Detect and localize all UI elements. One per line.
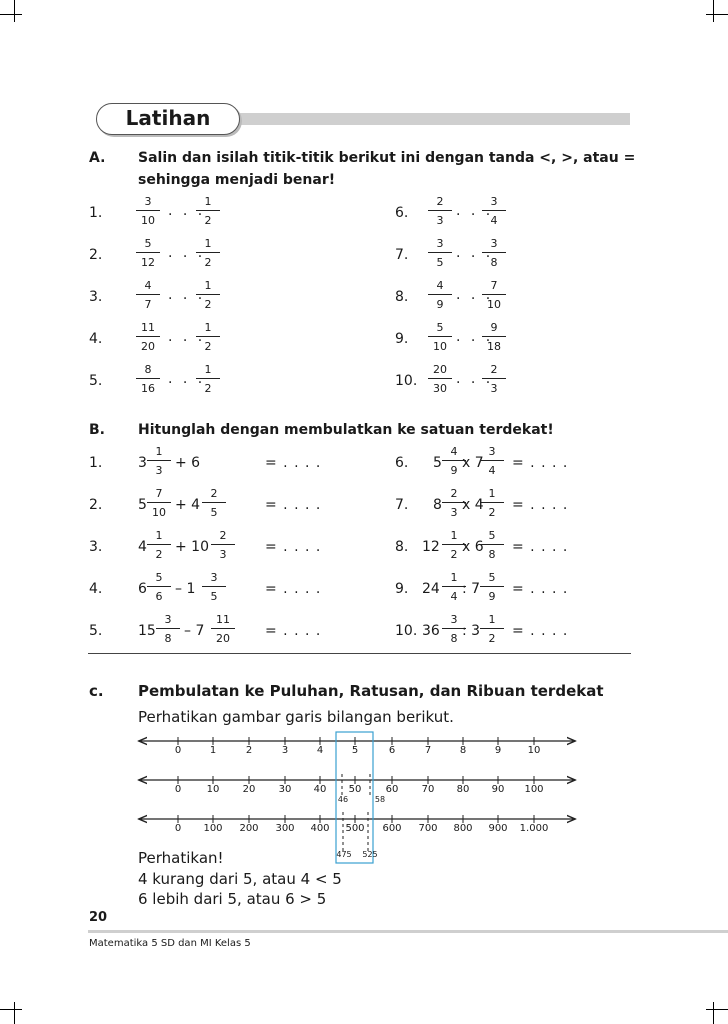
numerator: 4	[428, 279, 452, 295]
numerator: 3	[136, 195, 160, 211]
numerator: 5	[480, 571, 504, 587]
blank-dots: . . .	[168, 329, 206, 345]
whole-number: 8	[433, 497, 442, 513]
item-number: 5.	[89, 623, 103, 639]
item-number: 3.	[89, 289, 103, 305]
denominator: 4	[490, 214, 498, 227]
hundreds-tick-label: 200	[239, 823, 259, 834]
answer-blank: = . . . .	[265, 623, 322, 639]
number-line-hundreds	[140, 815, 574, 823]
units-tick-label: 7	[424, 745, 432, 756]
denominator: 8	[488, 548, 496, 561]
whole-number: 4	[138, 539, 147, 555]
item-number: 7.	[395, 497, 409, 513]
numerator: 5	[147, 571, 171, 587]
section-c-title: Pembulatan ke Puluhan, Ratusan, dan Ribuan terdekat	[138, 682, 604, 700]
blank-dots: . . .	[456, 203, 494, 219]
mark-label-46: 46	[337, 795, 349, 804]
denominator: 20	[141, 340, 155, 353]
units-tick-label: 1	[209, 745, 217, 756]
denominator: 3	[436, 214, 444, 227]
numerator: 2	[442, 487, 466, 503]
item-number: 10.	[395, 373, 418, 389]
mark-label-58: 58	[374, 795, 386, 804]
denominator: 2	[204, 256, 212, 269]
units-tick-label: 10	[527, 745, 541, 756]
numerator: 1	[147, 445, 171, 461]
whole-number: 5	[138, 497, 147, 513]
numerator: 3	[480, 445, 504, 461]
denominator: 8	[490, 256, 498, 269]
answer-blank: = . . . .	[512, 623, 569, 639]
tens-tick-label: 80	[456, 784, 470, 795]
numerator: 20	[428, 363, 452, 379]
blank-dots: . . .	[456, 245, 494, 261]
operator: : 7	[462, 581, 481, 597]
denominator: 2	[450, 548, 458, 561]
operator: + 10	[175, 539, 209, 555]
item-number: 4.	[89, 581, 103, 597]
item-number: 2.	[89, 247, 103, 263]
mark-label-525: 525	[362, 850, 378, 859]
section-c-intro: Perhatikan gambar garis bilangan berikut.	[138, 708, 454, 726]
tens-tick-label: 10	[206, 784, 220, 795]
blank-dots: . . .	[456, 287, 494, 303]
answer-blank: = . . . .	[512, 539, 569, 555]
denominator: 9	[436, 298, 444, 311]
answer-blank: = . . . .	[265, 539, 322, 555]
blank-dots: . . .	[456, 371, 494, 387]
number-line-units	[140, 737, 574, 745]
numerator: 3	[202, 571, 226, 587]
units-tick-label: 0	[174, 745, 182, 756]
numerator: 2	[428, 195, 452, 211]
numerator: 3	[482, 195, 506, 211]
denominator: 9	[450, 464, 458, 477]
denominator: 5	[210, 506, 218, 519]
blank-dots: . . .	[168, 203, 206, 219]
numerator: 1	[480, 487, 504, 503]
denominator: 10	[152, 506, 166, 519]
whole-number: 12	[422, 539, 440, 555]
item-number: 6.	[395, 205, 409, 221]
whole-number: 5	[433, 455, 442, 471]
whole-number: 36	[422, 623, 440, 639]
whole-number: 6	[138, 581, 147, 597]
footer-bar	[88, 930, 728, 933]
numerator: 3	[156, 613, 180, 629]
denominator: 2	[155, 548, 163, 561]
blank-dots: . . .	[168, 371, 206, 387]
hundreds-tick-label: 900	[488, 823, 508, 834]
operator: x 4	[462, 497, 484, 513]
units-tick-label: 3	[281, 745, 289, 756]
denominator: 8	[164, 632, 172, 645]
item-number: 8.	[395, 289, 409, 305]
units-tick-label: 4	[316, 745, 324, 756]
item-number: 7.	[395, 247, 409, 263]
numerator: 1	[196, 237, 220, 253]
denominator: 10	[141, 214, 155, 227]
item-number: 1.	[89, 205, 103, 221]
numerator: 11	[136, 321, 160, 337]
note-line-2: 6 lebih dari 5, atau 6 > 5	[138, 890, 327, 908]
numerator: 1	[196, 363, 220, 379]
operator: x 6	[462, 539, 484, 555]
tens-tick-label: 50	[348, 784, 362, 795]
denominator: 2	[488, 506, 496, 519]
answer-blank: = . . . .	[265, 497, 322, 513]
section-b-letter: B.	[89, 422, 105, 438]
denominator: 8	[450, 632, 458, 645]
numerator: 4	[136, 279, 160, 295]
denominator: 2	[488, 632, 496, 645]
item-number: 6.	[395, 455, 409, 471]
whole-number: 15	[138, 623, 156, 639]
denominator: 3	[450, 506, 458, 519]
denominator: 6	[155, 590, 163, 603]
tens-tick-label: 70	[421, 784, 435, 795]
numerator: 1	[196, 321, 220, 337]
numerator: 9	[482, 321, 506, 337]
operator: – 1	[175, 581, 196, 597]
tens-tick-label: 0	[174, 784, 182, 795]
numerator: 2	[482, 363, 506, 379]
hundreds-tick-label: 0	[174, 823, 182, 834]
numerator: 1	[196, 195, 220, 211]
book-title: Matematika 5 SD dan MI Kelas 5	[89, 938, 251, 949]
denominator: 12	[141, 256, 155, 269]
item-number: 3.	[89, 539, 103, 555]
item-number: 10.	[395, 623, 418, 639]
operator: – 7	[184, 623, 205, 639]
blank-dots: . . .	[456, 329, 494, 345]
denominator: 5	[436, 256, 444, 269]
page-number: 20	[89, 910, 108, 925]
hundreds-tick-label: 800	[453, 823, 473, 834]
denominator: 2	[204, 382, 212, 395]
tens-tick-label: 60	[385, 784, 399, 795]
numerator: 1	[442, 571, 466, 587]
denominator: 4	[450, 590, 458, 603]
tens-tick-label: 40	[313, 784, 327, 795]
hundreds-tick-label: 700	[418, 823, 438, 834]
mark-label-475: 475	[336, 850, 352, 859]
denominator: 5	[210, 590, 218, 603]
numerator: 2	[202, 487, 226, 503]
section-b-instruction: Hitunglah dengan membulatkan ke satuan terdekat!	[138, 422, 554, 438]
hundreds-tick-label: 1.000	[519, 823, 549, 834]
denominator: 20	[216, 632, 230, 645]
numerator: 11	[211, 613, 235, 629]
answer-blank: = . . . .	[512, 497, 569, 513]
numerator: 2	[211, 529, 235, 545]
answer-blank: = . . . .	[512, 581, 569, 597]
item-number: 5.	[89, 373, 103, 389]
denominator: 10	[433, 340, 447, 353]
denominator: 2	[204, 214, 212, 227]
hundreds-tick-label: 100	[203, 823, 223, 834]
numerator: 4	[442, 445, 466, 461]
blank-dots: . . .	[168, 245, 206, 261]
section-c-letter: c.	[89, 682, 104, 700]
denominator: 7	[144, 298, 152, 311]
numerator: 5	[136, 237, 160, 253]
whole-number: 24	[422, 581, 440, 597]
item-number: 9.	[395, 331, 409, 347]
denominator: 3	[490, 382, 498, 395]
denominator: 2	[204, 340, 212, 353]
operator: + 4	[175, 497, 201, 513]
answer-blank: = . . . .	[512, 455, 569, 471]
numerator: 5	[480, 529, 504, 545]
numerator: 3	[442, 613, 466, 629]
denominator: 18	[487, 340, 501, 353]
tens-tick-label: 100	[524, 784, 544, 795]
denominator: 4	[488, 464, 496, 477]
denominator: 3	[155, 464, 163, 477]
item-number: 8.	[395, 539, 409, 555]
numerator: 1	[442, 529, 466, 545]
section-a-letter: A.	[89, 150, 106, 166]
operator: : 3	[462, 623, 481, 639]
numerator: 7	[147, 487, 171, 503]
denominator: 10	[487, 298, 501, 311]
item-number: 1.	[89, 455, 103, 471]
hundreds-tick-label: 500	[345, 823, 365, 834]
denominator: 2	[204, 298, 212, 311]
tens-tick-label: 30	[278, 784, 292, 795]
tens-tick-label: 20	[242, 784, 256, 795]
units-tick-label: 6	[388, 745, 396, 756]
hundreds-tick-label: 400	[310, 823, 330, 834]
denominator: 3	[219, 548, 227, 561]
numerator: 3	[428, 237, 452, 253]
denominator: 16	[141, 382, 155, 395]
numerator: 7	[482, 279, 506, 295]
numerator: 5	[428, 321, 452, 337]
answer-blank: = . . . .	[265, 455, 322, 471]
hundreds-tick-label: 300	[275, 823, 295, 834]
section-a-instruction-1: Salin dan isilah titik-titik berikut ini dengan tanda <, >, atau =	[138, 150, 636, 166]
numerator: 8	[136, 363, 160, 379]
operator: + 6	[175, 455, 201, 471]
numerator: 1	[196, 279, 220, 295]
hundreds-tick-label: 600	[382, 823, 402, 834]
note-line-1: 4 kurang dari 5, atau 4 < 5	[138, 870, 342, 888]
units-tick-label: 2	[245, 745, 253, 756]
numerator: 1	[147, 529, 171, 545]
operator: x 7	[462, 455, 484, 471]
denominator: 30	[433, 382, 447, 395]
whole-number: 3	[138, 455, 147, 471]
answer-blank: = . . . .	[265, 581, 322, 597]
section-a-instruction-2: sehingga menjadi benar!	[138, 172, 336, 188]
note-title: Perhatikan!	[138, 849, 224, 867]
numerator: 3	[482, 237, 506, 253]
units-tick-label: 5	[351, 745, 359, 756]
page-title: Latihan	[125, 106, 211, 130]
numerator: 1	[480, 613, 504, 629]
item-number: 4.	[89, 331, 103, 347]
units-tick-label: 8	[459, 745, 467, 756]
denominator: 9	[488, 590, 496, 603]
item-number: 2.	[89, 497, 103, 513]
blank-dots: . . .	[168, 287, 206, 303]
units-tick-label: 9	[494, 745, 502, 756]
tens-tick-label: 90	[491, 784, 505, 795]
item-number: 9.	[395, 581, 409, 597]
